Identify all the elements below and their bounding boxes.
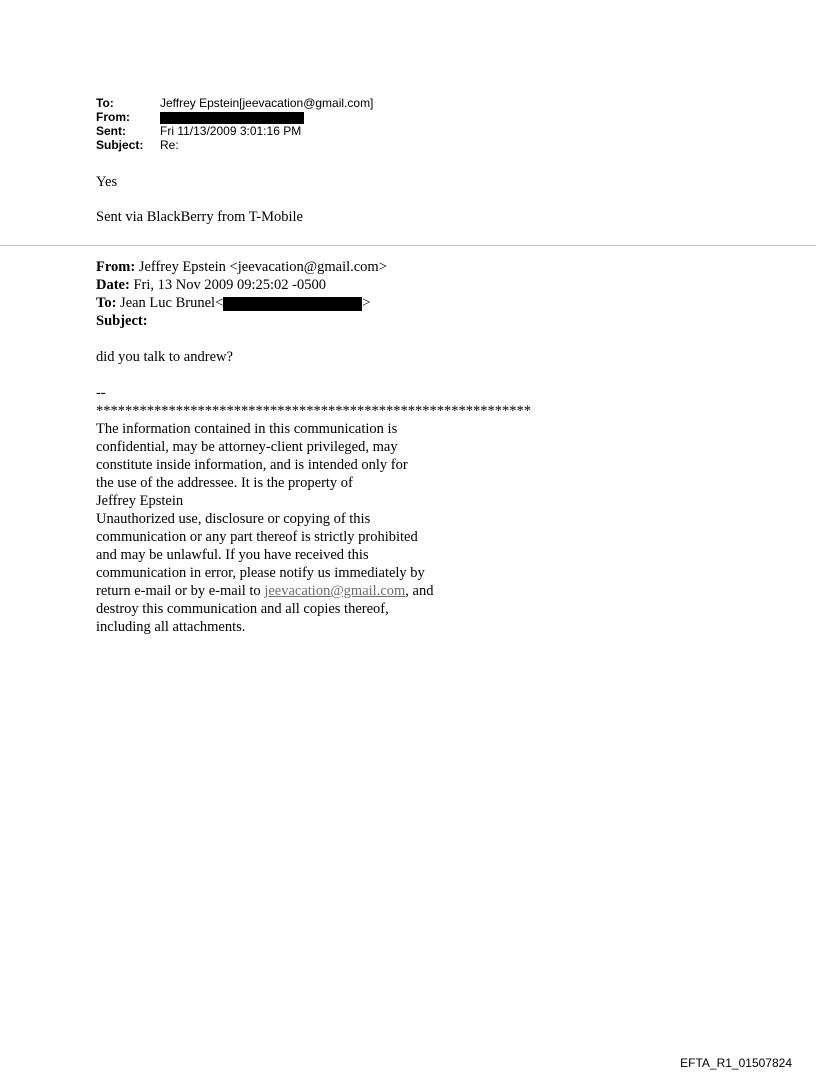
disclaimer-line: Unauthorized use, disclosure or copying of this <box>96 511 371 527</box>
sent-value: Fri 11/13/2009 3:01:16 PM <box>160 124 302 138</box>
header-from-row <box>96 110 373 124</box>
disclaimer-text: , and <box>405 583 434 599</box>
orig-to-close: > <box>362 295 371 311</box>
orig-subject-label: Subject: <box>96 313 148 329</box>
orig-from-label: From: <box>96 259 136 275</box>
from-label: From: <box>96 110 130 124</box>
confidentiality-disclaimer <box>96 420 531 636</box>
reply-text: Yes <box>96 174 118 190</box>
orig-to-line <box>96 294 531 312</box>
reply-signature: Sent via BlackBerry from T-Mobile <box>96 209 303 225</box>
disclaimer-line: Jeffrey Epstein <box>96 493 184 509</box>
subject-value: Re: <box>160 138 179 152</box>
message-divider <box>0 245 816 246</box>
disclaimer-line: the use of the addressee. It is the property of <box>96 475 353 491</box>
orig-subject-line <box>96 312 531 330</box>
disclaimer-line <box>96 582 531 600</box>
orig-to-label: To: <box>96 295 117 311</box>
orig-body: did you talk to andrew? <box>96 349 233 365</box>
email-link[interactable]: jeevacation@gmail.com <box>264 583 406 599</box>
stars-divider: ************************************************************ <box>96 403 531 419</box>
redaction-box <box>160 112 304 124</box>
header-to-row <box>96 96 373 110</box>
from-value <box>160 110 304 124</box>
disclaimer-line: confidential, may be attorney-client privileged, may <box>96 439 398 455</box>
header-sent-row <box>96 124 373 138</box>
orig-from-value: Jeffrey Epstein <jeevacation@gmail.com> <box>138 259 387 275</box>
disclaimer-text: return e-mail or by e-mail to <box>96 583 265 599</box>
orig-date-line <box>96 276 531 294</box>
email-header <box>96 96 373 152</box>
sent-label: Sent: <box>96 124 126 138</box>
original-message <box>96 258 531 636</box>
orig-to-value: Jean Luc Brunel< <box>120 295 224 311</box>
header-subject-row <box>96 138 373 152</box>
sig-separator: -- <box>96 385 106 401</box>
document-id: EFTA_R1_01507824 <box>680 1056 792 1070</box>
disclaimer-line: constitute inside information, and is intended only for <box>96 457 408 473</box>
orig-from-line <box>96 258 531 276</box>
disclaimer-line: destroy this communication and all copies thereof, <box>96 601 389 617</box>
orig-date-value: Fri, 13 Nov 2009 09:25:02 -0500 <box>133 277 326 293</box>
to-label: To: <box>96 96 114 110</box>
reply-body <box>96 173 303 226</box>
orig-date-label: Date: <box>96 277 130 293</box>
redaction-box <box>223 297 362 311</box>
disclaimer-line: communication in error, please notify us immediately by <box>96 565 425 581</box>
disclaimer-line: communication or any part thereof is strictly prohibited <box>96 529 418 545</box>
to-value: Jeffrey Epstein[jeevacation@gmail.com] <box>160 96 374 110</box>
disclaimer-line: and may be unlawful. If you have received this <box>96 547 369 563</box>
disclaimer-line: including all attachments. <box>96 619 246 635</box>
subject-label: Subject: <box>96 138 144 152</box>
disclaimer-line: The information contained in this communication is <box>96 421 398 437</box>
